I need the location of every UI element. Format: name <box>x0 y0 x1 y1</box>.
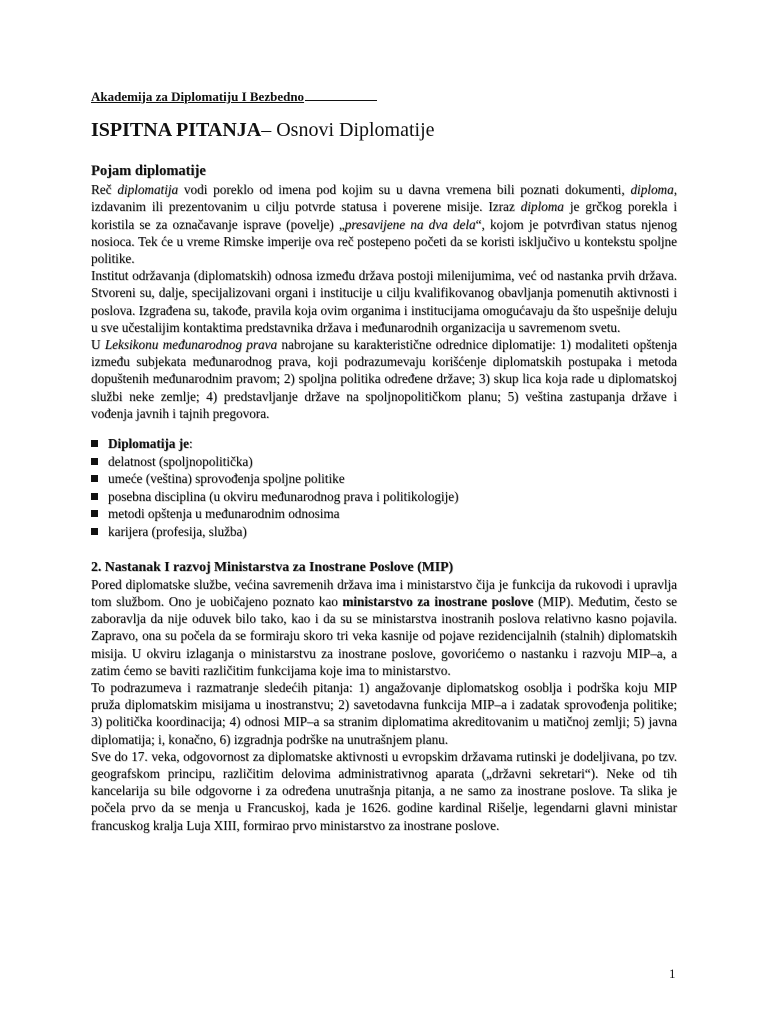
underline-rule <box>305 99 377 101</box>
diplomatija-list <box>91 435 677 541</box>
italic-term: diploma <box>630 182 674 198</box>
list-item-lead <box>91 435 677 453</box>
text-run: je grčkog porekla i koristila se za označavanje isprave (povelje) „ <box>91 199 677 232</box>
institution-header <box>91 89 377 105</box>
text-run: Reč <box>91 182 118 198</box>
institution-name: Akademija za Diplomatiju I Bezbedno <box>91 89 305 104</box>
square-bullet-icon <box>91 458 98 465</box>
text-run: , izdavanim ili prezentovanim u cilju potvrde statusa i poverene misije. Izraz <box>91 182 677 215</box>
square-bullet-icon <box>91 528 98 535</box>
document-body <box>91 163 677 834</box>
text-run: nabrojane su karakteristične odrednice diplomatije: 1) modaliteti opštenja između subjekata međunarodnog prava, koji podrazumevaju korišćenje diplomatskih postupaka i metoda dopuštenih međunarodnim pravom; 2) spoljna politika određene države; 3) skup lica koja rade u diplomatskoj službi neke zemlje; 4) predstavljanje države na spoljnopolitičkom planu; 5) veština zastupanja države i vođenja javnih i tajnih pregovora. <box>91 337 677 421</box>
bold-term: ministarstvo za inostrane poslove <box>342 594 534 610</box>
paragraph-origin <box>91 181 677 267</box>
text-run: U <box>91 337 105 353</box>
title-bold: ISPITNA PITANJA <box>91 119 262 141</box>
list-item-text: umeće (veština) sprovođenja spoljne politike <box>108 471 345 487</box>
section-heading-mip: 2. Nastanak I razvoj Ministarstva za Inostrane Poslove (MIP) <box>91 558 454 574</box>
paragraph-mip-questions: To podrazumeva i razmatranje sledećih pitanja: 1) angažovanje diplomatskog osoblja i podrška koju MIP pruža diplomatskim misijama u inostranstvu; 2) savetodavna funkcija MIP–a i zadatak sprovođenja politike; 3) politička koordinacija; 4) odnosi MIP–a sa stranim diplomatima akreditovanim u matičnoj zemlji; 5) javna diplomatija; i, konačno, 6) izgradnja podrške na unutrašnjem planu. <box>91 680 677 747</box>
paragraph-mip-intro <box>91 576 677 679</box>
square-bullet-icon <box>91 493 98 500</box>
list-item-text: metodi opštenja u međunarodnim odnosima <box>108 506 340 522</box>
list-lead-bold: Diplomatija je <box>108 436 189 452</box>
list-item <box>91 470 677 488</box>
italic-term: diplomatija <box>117 182 179 198</box>
italic-term: diploma <box>520 199 564 215</box>
title-rest: – Osnovi Diplomatije <box>261 119 435 141</box>
list-item <box>91 488 677 506</box>
italic-term: presavijene na dva dela <box>344 216 476 232</box>
list-item <box>91 505 677 523</box>
page-number: 1 <box>669 966 676 981</box>
text-run: (MIP). Međutim, često se zaboravlja da nije oduvek bilo tako, kao i da su se ministarstva inostranih poslova relativno kasno pojavila. Zapravo, ona su počela da se formiraju skoro tri veka kasnije od pojave rezidencijalnih (stalnih) diplomatskih misija. U okviru izlaganja o ministarstvu za inostrane poslove, govorićemo o nastanku i razvoju MIP–a, a zatim ćemo se baviti različitim funkcijama koje ima to ministarstvo. <box>91 594 678 678</box>
paragraph-mip-history: Sve do 17. veka, odgovornost za diplomatske aktivnosti u evropskim državama rutinski je dodeljivana, po tzv. geografskom principu, različitim delovima administrativnog aparata („državni sekretari“). Neke od tih kancelarija su bile odgovorne i za određena unutrašnja pitanja, a ne samo za inostrane poslove. Ta slika je počela prvo da se menja u Francuskoj, kada je 1626. godine kardinal Rišelje, legendarni glavni ministar francuskog kralja Luja XIII, formirao prvo ministarstvo za inostrane poslove. <box>91 748 677 833</box>
text-run: “, kojom je potvrđivan status njenog nosioca. Tek će u vreme Rimske imperije ova reč postepeno početi da se koristi isključivo u kontekstu spoljne politike. <box>91 216 678 267</box>
list-lead-colon: : <box>188 436 193 452</box>
list-item-text: posebna disciplina (u okviru međunarodnog prava i politikologije) <box>108 488 459 504</box>
paragraph-leksikon <box>91 336 677 422</box>
section-heading-pojam: Pojam diplomatije <box>91 163 206 179</box>
square-bullet-icon <box>91 475 98 482</box>
paragraph-institut: Institut održavanja (diplomatskih) odnosa između država postoji milenijumima, već od nastanka prvih država. Stvoreni su, dalje, specijalizovani organi i institucije u cilju kvalifikovanog obavljanja pomenutih aktivnosti i poslova. Izgrađena su, takođe, pravila koja ovim organima i institucijama omogućavaju da što uspešnije deluju u sve učestalijim kontaktima predstavnika država i međunarodnih organizacija u savremenom svetu. <box>91 268 677 335</box>
square-bullet-icon <box>91 510 98 517</box>
italic-term: Leksikonu međunarodnog prava <box>104 337 278 353</box>
list-item <box>91 523 677 541</box>
list-item <box>91 453 677 471</box>
page-title <box>91 119 435 142</box>
text-run: Pored diplomatske službe, većina savremenih država ima i ministarstvo čija je funkcija da rukovodi i upravlja tom službom. Ono je uobičajeno poznato kao <box>91 576 677 610</box>
text-run: vodi poreklo od imena pod kojim su u davna vremena bili poznati dokumenti, <box>178 182 631 198</box>
square-bullet-icon <box>91 440 98 447</box>
list-item-text: karijera (profesija, služba) <box>108 524 247 540</box>
list-item-text: delatnost (spoljnopolitička) <box>108 453 253 469</box>
